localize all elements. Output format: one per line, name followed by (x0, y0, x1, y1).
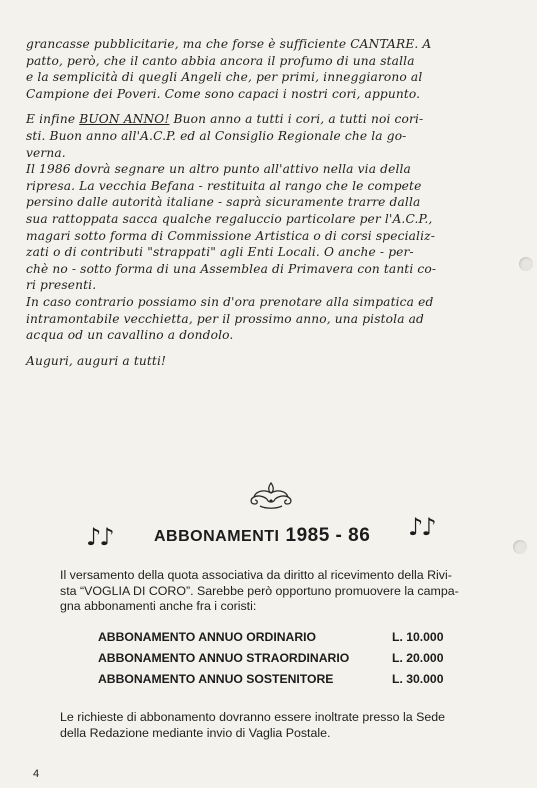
buon-anno-emphasis: BUON ANNO! (79, 112, 170, 127)
letter-paragraph-3 (26, 161, 526, 344)
outro-line: della Redazione mediante invio di Vaglia Postale. (60, 725, 331, 740)
subscription-price: L. 20.000 (392, 651, 444, 665)
letter-line: ri presenti. (26, 278, 97, 293)
letter-line: grancasse pubblicitarie, ma che forse è sufficiente CANTARE. A (26, 37, 432, 51)
letter-paragraph-2 (26, 111, 526, 161)
subscription-price: L. 30.000 (392, 672, 444, 686)
letter-line: sti. Buon anno all'A.C.P. ed al Consiglio Regionale che la go- (26, 128, 407, 143)
letter-line: sua rattoppata sacca qualche regaluccio particolare per l'A.C.P., (26, 211, 433, 226)
page-number: 4 (33, 768, 40, 780)
subscription-row (98, 630, 458, 651)
letter-line: intramontabile vecchietta, per il prossimo anno, una pistola ad (26, 311, 425, 326)
letter-line: magari sotto forma di Commissione Artistica o di corsi specializ- (26, 228, 435, 243)
subscription-name: ABBONAMENTO ANNUO ORDINARIO (98, 630, 317, 644)
handwritten-letter (26, 36, 526, 369)
intro-line: sta “VOGLIA DI CORO”. Sarebbe però opportuno promuovere la campa- (60, 583, 459, 598)
letter-text: Buon anno a tutti i cori, a tutti noi cori- (169, 112, 424, 127)
letter-line: e la semplicità di quegli Angeli che, per primi, inneggiarono al (26, 70, 423, 85)
letter-line: chè no - sotto forma di una Assemblea di Primavera con tanti co- (26, 261, 437, 276)
subscription-price: L. 10.000 (392, 630, 444, 644)
title-text: ABBONAMENTI (154, 528, 280, 545)
music-notes-icon: ♪♪ (86, 523, 113, 551)
letter-line: acqua od un cavallino a dondolo. (26, 328, 234, 343)
letter-line: patto, però, che il canto abbia ancora il profumo di una stalla (26, 53, 415, 68)
title-year: 1985 - 86 (285, 525, 371, 546)
subscription-list (98, 630, 458, 693)
section-title (154, 525, 370, 547)
outro-paragraph (60, 710, 510, 741)
letter-text: E infine (26, 112, 80, 127)
subscription-name: ABBONAMENTO ANNUO SOSTENITORE (98, 672, 334, 686)
letter-line: verna. (26, 145, 66, 160)
letter-paragraph-1 (26, 36, 526, 102)
letter-closing (26, 353, 526, 370)
letter-line: Auguri, auguri a tutti! (26, 353, 167, 368)
letter-line: In caso contrario possiamo sin d'ora prenotare alla simpatica ed (26, 294, 434, 309)
flourish-ornament-icon (246, 479, 296, 511)
letter-line: Il 1986 dovrà segnare un altro punto all'attivo nella via della (26, 162, 411, 177)
punch-hole (513, 540, 527, 554)
intro-paragraph (60, 568, 500, 615)
music-notes-icon: ♪♪ (408, 513, 435, 541)
outro-line: Le richieste di abbonamento dovranno essere inoltrate presso la Sede (60, 710, 446, 724)
subscription-row (98, 651, 458, 672)
letter-line: persino dalle autorità italiane - saprà sicuramente trarre dalla (26, 195, 421, 210)
letter-line: Campione dei Poveri. Come sono capaci i nostri cori, appunto. (26, 86, 421, 101)
section-header (86, 513, 456, 553)
letter-line (26, 111, 526, 128)
subscription-name: ABBONAMENTO ANNUO STRAORDINARIO (98, 651, 350, 665)
letter-line: zati o di contributi "strappati" agli Enti Locali. O anche - per- (26, 245, 414, 260)
subscription-row (98, 672, 458, 693)
intro-line: Il versamento della quota associativa da diritto al ricevimento della Rivi- (60, 568, 452, 582)
intro-line: gna abbonamenti anche fra i coristi: (60, 599, 257, 613)
letter-line: ripresa. La vecchia Befana - restituita al rango che le compete (26, 178, 422, 193)
